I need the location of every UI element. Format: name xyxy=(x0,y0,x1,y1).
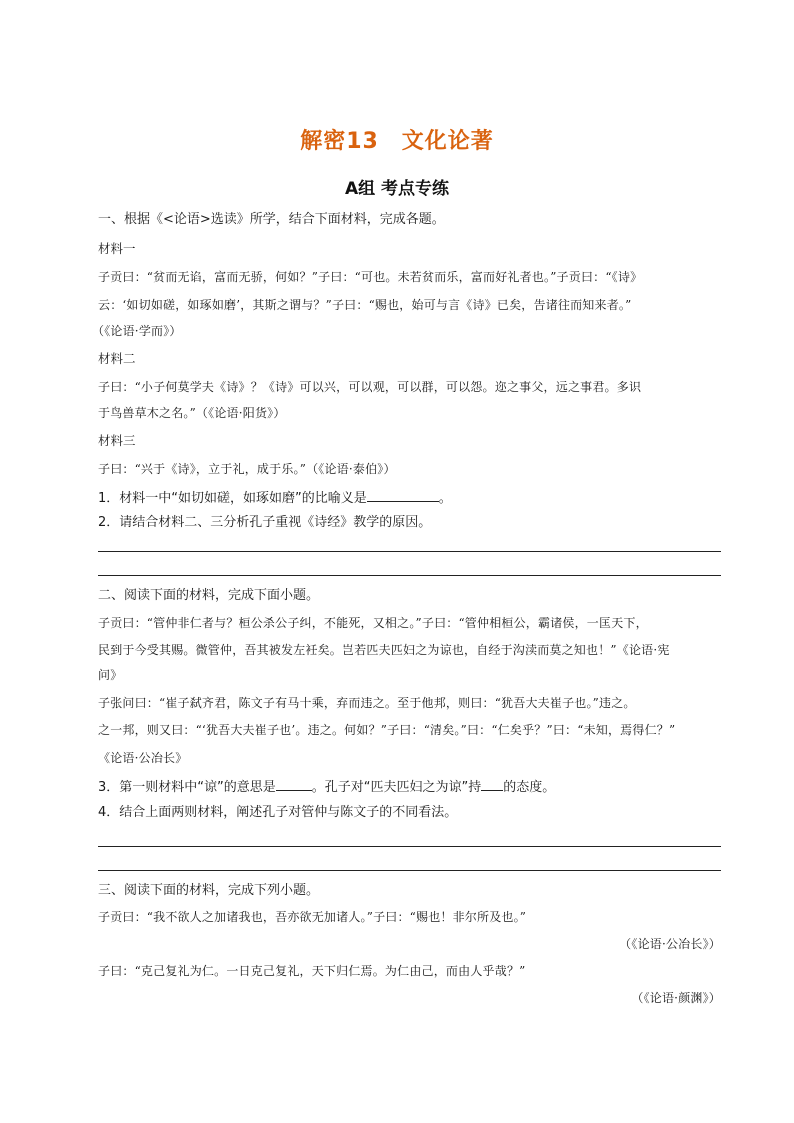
group-heading: A组 考点专练 xyxy=(344,179,450,199)
question-1-text: 1．材料一中“如切如磋，如琢如磨”的比喻义是 xyxy=(98,491,367,506)
question-1-end: 。 xyxy=(438,491,452,506)
passage3-1-source: （《论语·公冶长》） xyxy=(619,937,721,951)
material1-line2: 云：‘如切如磋，如琢如磨’，其斯之谓与？”子曰：“赐也，始可与言《诗》已矣，告诸往而知来者。” xyxy=(98,298,632,312)
answer-blank-3b[interactable] xyxy=(481,776,503,791)
material2-line1: 子曰：“小子何莫学夫《诗》？《诗》可以兴，可以观，可以群，可以怨。迩之事父，远之事君。多识 xyxy=(98,380,642,394)
passage2-2-line1: 子张问曰：“崔子弑齐君，陈文子有马十乘，弃而违之。至于他邦，则曰：“犹吾大夫崔子也。”违之。 xyxy=(98,696,636,710)
passage2-1-line1: 子贡曰：“管仲非仁者与？桓公杀公子纠，不能死，又相之。”子曰：“管仲相桓公，霸诸侯，一匡天下， xyxy=(98,616,648,630)
question-2: 2．请结合材料二、三分析孔子重视《诗经》教学的原因。 xyxy=(98,515,432,530)
section1-heading: 一、根据《<论语>选读》所学，结合下面材料，完成各题。 xyxy=(98,212,445,227)
answer-line[interactable] xyxy=(98,870,721,871)
question-4: 4．结合上面两则材料，阐述孔子对管仲与陈文子的不同看法。 xyxy=(98,805,458,820)
question-1 xyxy=(98,487,728,508)
question-3 xyxy=(98,776,728,797)
material2-label: 材料二 xyxy=(98,351,136,366)
answer-blank-1[interactable] xyxy=(367,487,439,502)
question-3-text: 3．第一则材料中“谅”的意思是 xyxy=(98,780,276,795)
material3-line1: 子曰：“兴于《诗》，立于礼，成于乐。”（《论语·泰伯》） xyxy=(98,462,396,476)
passage3-1-line1: 子贡曰：“我不欲人之加诸我也，吾亦欲无加诸人。”子曰：“赐也！非尔所及也。” xyxy=(98,910,527,924)
passage2-1-line3: 问》 xyxy=(98,668,123,682)
passage2-1-line2: 民到于今受其赐。微管仲，吾其被发左衽矣。岂若匹夫匹妇之为谅也，自经于沟渎而莫之知也！”《论语·宪 xyxy=(98,643,670,657)
section3-heading: 三、阅读下面的材料，完成下列小题。 xyxy=(98,883,320,898)
material2-line2: 于鸟兽草木之名。”（《论语·阳货》） xyxy=(98,406,286,420)
passage3-2-source: （《论语·颜渊》） xyxy=(631,991,721,1005)
passage2-2-line3: 《论语·公冶长》 xyxy=(98,751,188,765)
material1-source: （《论语·学而》） xyxy=(92,324,182,338)
page-title-text: 解密13 文化论著 xyxy=(300,129,494,154)
section2-heading: 二、阅读下面的材料，完成下面小题。 xyxy=(98,588,320,603)
answer-line[interactable] xyxy=(98,575,721,576)
material3-label: 材料三 xyxy=(98,433,136,448)
passage3-2-line1: 子曰：“克己复礼为仁。一日克己复礼，天下归仁焉。为仁由己，而由人乎哉？” xyxy=(98,964,526,978)
question-3-mid: 。孔子对“匹夫匹妇之为谅”持 xyxy=(311,780,482,795)
answer-blank-3a[interactable] xyxy=(276,776,312,791)
answer-line[interactable] xyxy=(98,551,721,552)
page-title xyxy=(0,124,794,155)
passage2-2-line2: 之一邦，则又曰：“‘犹吾大夫崔子也’。违之。何如？”子曰：“清矣。”曰：“仁矣乎？”曰：“未知，焉得仁？” xyxy=(98,723,676,737)
question-3-end: 的态度。 xyxy=(503,780,556,795)
material1-line1: 子贡曰：“贫而无谄，富而无骄，何如？”子曰：“可也。未若贫而乐，富而好礼者也。”子贡曰：“《诗》 xyxy=(98,270,643,284)
material1-label: 材料一 xyxy=(98,241,136,256)
answer-line[interactable] xyxy=(98,846,721,847)
